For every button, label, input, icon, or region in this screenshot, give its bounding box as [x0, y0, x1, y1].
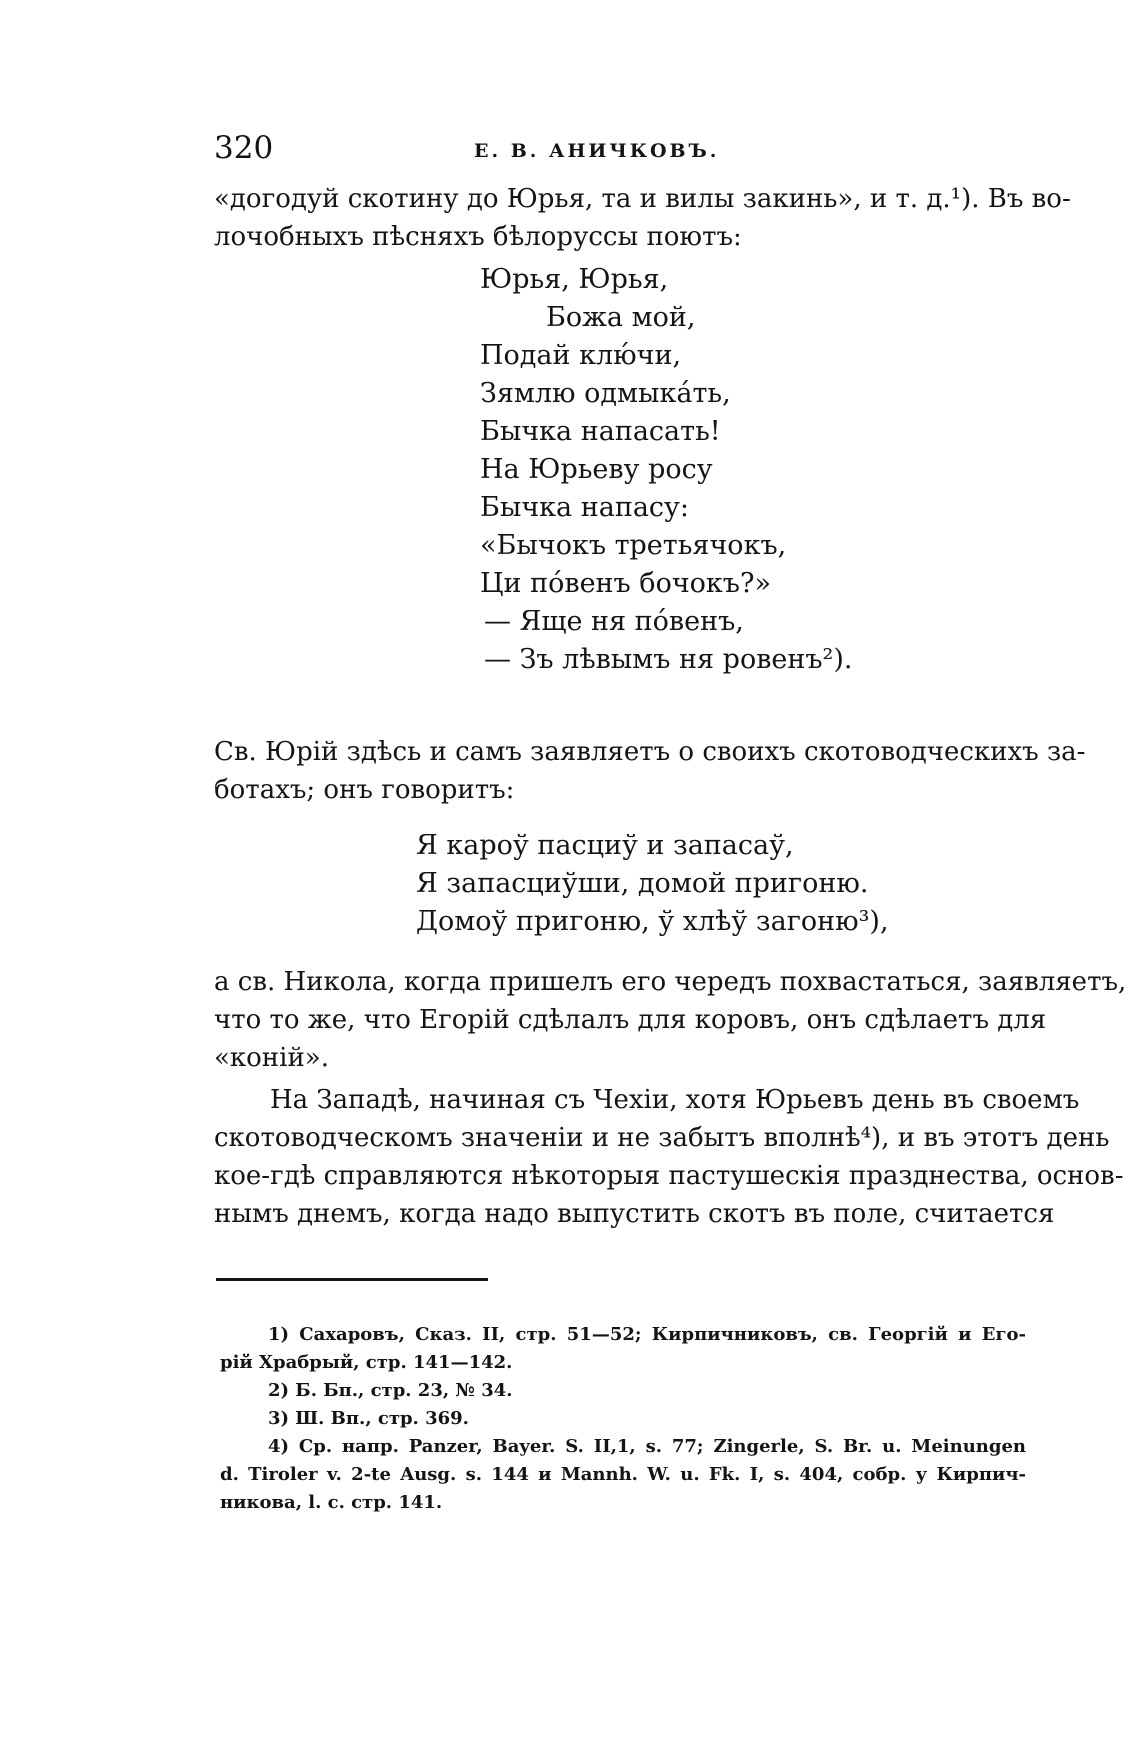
verse-line: Я запасциўши, домой пригоню. [416, 868, 869, 899]
text-line: а св. Никола, когда пришелъ его чередъ похвастаться, заявляетъ, [214, 967, 1127, 997]
footnote-line: 2) Б. Бп., стр. 23, № 34. [268, 1380, 513, 1401]
verse-line: Божа мой, [546, 302, 696, 333]
verse-line: Домоў пригоню, ў хлѣў загоню³), [416, 906, 889, 937]
footnote-line: d. Tiroler v. 2-te Ausg. s. 144 и Mannh. W. u. Fk. I, s. 404, собр. у Кирпич- [220, 1464, 1026, 1485]
footnote-line: 3) Ш. Вп., стр. 369. [268, 1408, 469, 1429]
running-head: Е. В. АНИЧКОВЪ. [474, 140, 720, 162]
text-line: «коній». [214, 1043, 329, 1073]
verse-line: Ци по́венъ бочокъ?» [480, 568, 771, 599]
verse-line: На Юрьеву росу [480, 454, 713, 485]
verse-line: Юрья, Юрья, [480, 264, 669, 295]
footnote-line: 4) Ср. напр. Panzer, Bayer. S. II,1, s. 77; Zingerle, S. Br. u. Meinungen [268, 1436, 1026, 1457]
footnote-line: никова, l. c. стр. 141. [220, 1492, 443, 1513]
footnote-line: рій Храбрый, стр. 141—142. [220, 1352, 513, 1373]
verse-line: — Ящe ня по́венъ, [484, 606, 744, 637]
text-line: скотоводческомъ значеніи и не забытъ вполнѣ⁴), и въ этотъ день [214, 1123, 1110, 1153]
verse-line: Подай клю́чи, [480, 340, 682, 371]
footnote-divider [216, 1278, 488, 1281]
verse-line: — Зъ лѣвымъ ня ровенъ²). [484, 644, 853, 675]
verse-line: Бычка напасу: [480, 492, 690, 523]
verse-line: Бычка напасать! [480, 416, 721, 447]
page-number: 320 [214, 130, 274, 166]
text-line: нымъ днемъ, когда надо выпустить скотъ въ поле, считается [214, 1199, 1055, 1229]
page-header [214, 130, 1026, 170]
verse-line: Зямлю одмыка́ть, [480, 378, 731, 409]
text-line: лочобныхъ пѣсняхъ бѣлоруссы поютъ: [214, 222, 742, 252]
text-line: На Западѣ, начиная съ Чехіи, хотя Юрьевъ день въ своемъ [270, 1085, 1080, 1115]
text-line: что то же, что Егорій сдѣлалъ для коровъ, онъ сдѣлаетъ для [214, 1005, 1047, 1035]
text-line: Св. Юрій здѣсь и самъ заявляетъ о своихъ скотоводческихъ за- [214, 737, 1086, 767]
text-line: кое-гдѣ справляются нѣкоторыя пастушескія празднества, основ- [214, 1161, 1124, 1191]
verse-line: «Бычокъ третьячокъ, [480, 530, 787, 561]
footnote-line: 1) Сахаровъ, Сказ. II, стр. 51—52; Кирпичниковъ, св. Георгій и Его- [268, 1324, 1026, 1345]
text-line: ботахъ; онъ говоритъ: [214, 775, 515, 805]
text-line: «догодуй скотину до Юрья, та и вилы закинь», и т. д.¹). Въ во- [214, 184, 1071, 214]
verse-line: Я кароў пасциў и запасаў, [416, 830, 794, 861]
